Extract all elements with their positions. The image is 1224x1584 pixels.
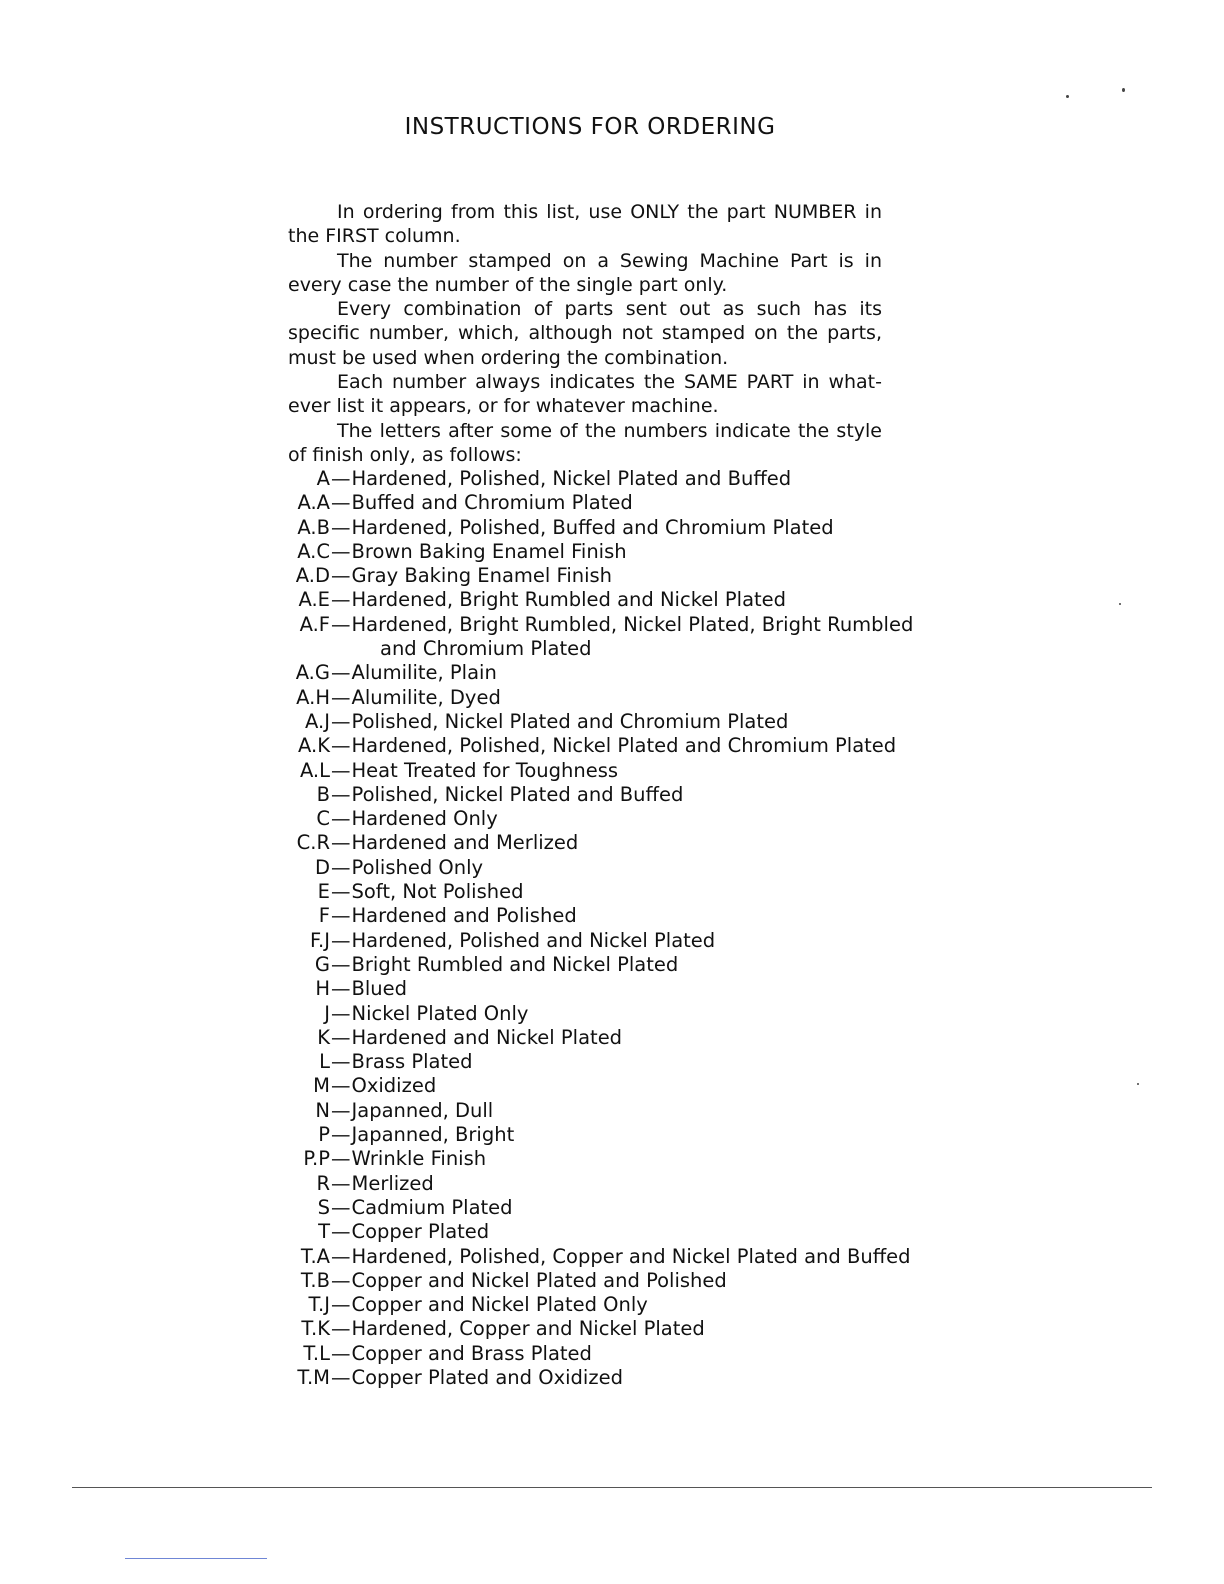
finish-description: Hardened, Polished and Nickel Plated [351,928,716,952]
finish-row [284,734,904,758]
em-dash: — [331,1341,351,1365]
em-dash: — [331,661,351,685]
em-dash: — [331,928,351,952]
intro-paragraph: Each number always indicates the SAME PART in what-ever list it appears, or for whatever machine. [288,371,882,418]
em-dash: — [331,1171,351,1195]
em-dash: — [331,1001,351,1025]
finish-description: Blued [351,977,408,1001]
finish-row [284,1269,904,1293]
intro-text [288,200,882,467]
finish-description: Polished, Nickel Plated and Buffed [351,782,684,806]
finish-row [284,540,904,564]
finish-code: B [316,782,330,806]
em-dash: — [331,807,351,831]
finish-row [284,1026,904,1050]
finish-description: Brown Baking Enamel Finish [351,539,627,563]
finish-description: Copper and Brass Plated [351,1341,592,1365]
finish-row [284,1123,904,1147]
finish-code: T.L [303,1341,330,1365]
em-dash: — [331,1365,351,1389]
finish-code: C [316,807,330,831]
finish-description: Japanned, Dull [351,1098,494,1122]
em-dash: — [331,904,351,928]
finish-row [284,856,904,880]
finish-description: Gray Baking Enamel Finish [351,564,613,588]
intro-paragraph: The number stamped on a Sewing Machine Part is in every case the number of the single part only. [288,249,882,296]
finish-row [284,710,904,734]
finish-row [284,516,904,540]
finish-code: A.L [299,758,330,782]
scan-speck [1122,88,1125,92]
em-dash: — [331,855,351,879]
em-dash: — [331,1074,351,1098]
finish-row [284,831,904,855]
finish-row [284,1220,904,1244]
finish-row [284,783,904,807]
finish-code: L [319,1050,330,1074]
em-dash: — [331,515,351,539]
finish-row [284,759,904,783]
finish-row [284,1366,904,1390]
finish-code: H [315,977,330,1001]
em-dash: — [331,1220,351,1244]
finish-description: Brass Plated [351,1050,473,1074]
finish-code: J [324,1001,330,1025]
finish-code: A.D [295,564,330,588]
finish-description: Copper and Nickel Plated Only [351,1293,648,1317]
finish-code: R [316,1171,330,1195]
finish-code: T.K [301,1317,330,1341]
em-dash: — [331,1293,351,1317]
em-dash: — [331,539,351,563]
finish-description: Copper and Nickel Plated and Polished [351,1268,727,1292]
finish-code: D [314,855,330,879]
em-dash: — [331,467,351,490]
finish-description: Nickel Plated Only [351,1001,529,1025]
finish-code: A.A [297,491,330,515]
finish-row [284,1293,904,1317]
em-dash: — [331,1147,351,1171]
finish-row [284,1002,904,1026]
finish-row [284,880,904,904]
finish-code: E [317,880,330,904]
em-dash: — [331,491,351,515]
finish-code: G [314,952,330,976]
em-dash: — [331,1268,351,1292]
finish-description: Polished, Nickel Plated and Chromium Plated [351,709,789,733]
finish-code: C.R [296,831,330,855]
finish-row [284,1074,904,1098]
em-dash: — [331,977,351,1001]
em-dash: — [331,1025,351,1049]
finish-row [284,1244,911,1269]
finish-row [284,564,904,588]
em-dash: — [331,1195,351,1219]
finish-description: Hardened, Polished, Buffed and Chromium Plated [351,515,834,539]
finish-code: A.E [298,588,330,612]
finish-row [284,953,904,977]
finish-description: Hardened, Copper and Nickel Plated [351,1317,705,1341]
finish-description: Wrinkle Finish [351,1147,487,1171]
blue-rule [125,1558,267,1559]
finish-code: A.C [297,539,330,563]
finish-code-list [284,467,914,1390]
finish-row [284,588,904,612]
finish-description: Hardened and Polished [351,904,577,928]
finish-row [284,1172,904,1196]
finish-row [284,977,904,1001]
finish-description: Polished Only [351,855,484,879]
em-dash: — [331,782,351,806]
em-dash: — [331,734,351,758]
finish-row [284,1050,904,1074]
finish-description: Hardened, Bright Rumbled and Nickel Plated [351,588,787,612]
scan-speck [1137,1083,1139,1085]
finish-row [284,904,904,928]
finish-description: Heat Treated for Toughness [351,758,619,782]
finish-row [284,491,904,515]
page-title: INSTRUCTIONS FOR ORDERING [404,114,776,140]
finish-description: Buffed and Chromium Plated [351,491,633,515]
finish-description: Merlized [351,1171,434,1195]
em-dash: — [331,1050,351,1074]
finish-description: Hardened and Nickel Plated [351,1025,623,1049]
em-dash: — [331,685,351,709]
scan-speck [1066,95,1069,98]
finish-code: N [315,1098,330,1122]
scan-speck [1119,603,1121,605]
em-dash: — [331,1123,351,1147]
finish-description: Hardened, Polished, Nickel Plated and Chromium Plated [351,734,897,758]
finish-code: T [318,1220,330,1244]
finish-description: Cadmium Plated [351,1195,513,1219]
finish-row [284,807,904,831]
finish-description: Hardened and Merlized [351,831,579,855]
intro-paragraph: In ordering from this list, use ONLY the part NUMBER in the FIRST column. [288,201,882,248]
finish-code: F.J [309,928,330,952]
finish-code: K [317,1025,330,1049]
finish-row [284,1099,904,1123]
finish-description: Oxidized [351,1074,437,1098]
finish-description: Japanned, Bright [351,1123,515,1147]
finish-code: A.F [299,612,330,636]
em-dash: — [331,1317,351,1341]
finish-description: Copper Plated and Oxidized [351,1365,623,1389]
finish-code: P.P [303,1147,330,1171]
finish-description: Hardened, Polished, Copper and Nickel Plated and Buffed [351,1244,911,1268]
intro-paragraph: The letters after some of the numbers indicate the style of finish only, as follows: [288,419,882,466]
finish-row [284,1196,904,1220]
finish-row [284,686,904,710]
finish-code: A.H [296,685,330,709]
intro-paragraph: Every combination of parts sent out as such has its specific number, which, although not stamped on the parts, must be used when ordering the combination. [288,298,882,369]
em-dash: — [331,1244,351,1268]
em-dash: — [331,831,351,855]
em-dash: — [331,1098,351,1122]
em-dash: — [331,588,351,612]
finish-code: A [316,467,330,490]
em-dash: — [331,952,351,976]
finish-description: Alumilite, Dyed [351,685,501,709]
em-dash: — [331,709,351,733]
finish-description: Hardened, Bright Rumbled, Nickel Plated, Bright Rumbled [351,612,914,636]
bottom-rule [72,1487,1152,1488]
finish-code: A.K [298,734,330,758]
finish-code: M [313,1074,330,1098]
finish-code: T.B [300,1268,330,1292]
finish-code: T.M [297,1365,330,1389]
finish-code: T.J [308,1293,330,1317]
finish-description: Alumilite, Plain [351,661,497,685]
finish-code: F [318,904,330,928]
em-dash: — [331,564,351,588]
em-dash: — [331,612,351,636]
finish-code: A.G [295,661,330,685]
finish-row [284,1342,904,1366]
finish-description: Hardened Only [351,807,498,831]
finish-code: S [317,1195,330,1219]
finish-code: A.J [305,709,330,733]
finish-row [284,612,914,637]
finish-code: T.A [300,1244,330,1268]
finish-code: A.B [297,515,330,539]
finish-row [284,929,904,953]
finish-description-continued: and Chromium Plated [380,637,592,661]
em-dash: — [331,880,351,904]
finish-description: Bright Rumbled and Nickel Plated [351,952,679,976]
finish-description: Copper Plated [351,1220,490,1244]
finish-row [284,467,904,491]
finish-row [284,1317,904,1341]
finish-row [284,661,904,685]
finish-code: P [318,1123,330,1147]
finish-row [284,1147,904,1171]
finish-description: Hardened, Polished, Nickel Plated and Buffed [351,467,792,490]
em-dash: — [331,758,351,782]
finish-description: Soft, Not Polished [351,880,524,904]
